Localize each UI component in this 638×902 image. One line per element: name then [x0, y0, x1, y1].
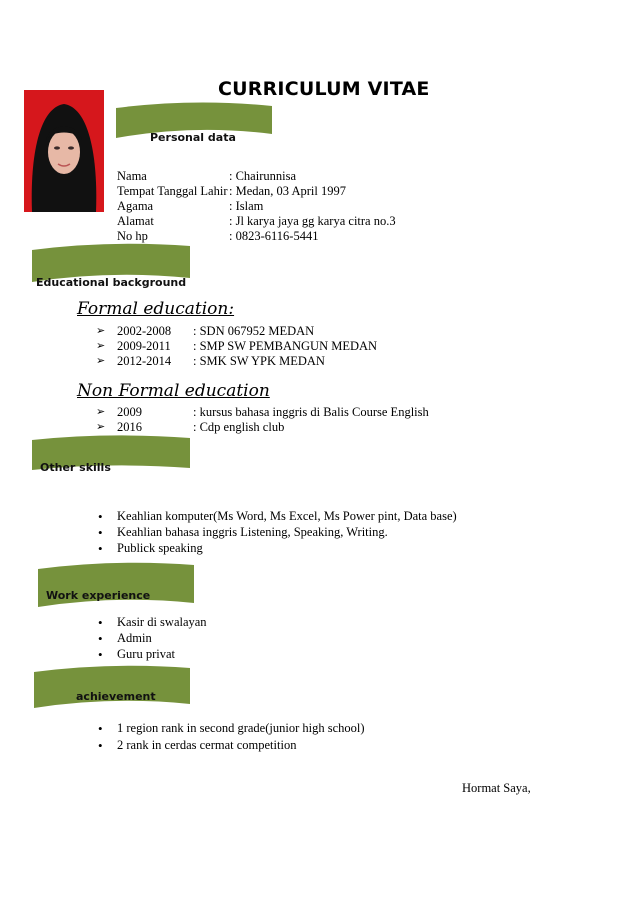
- bullet-dot-icon: •: [98, 509, 103, 524]
- personal-label: Alamat: [117, 214, 154, 228]
- formal-education-heading: Formal education:: [77, 299, 235, 319]
- education-year: 2002-2008: [117, 324, 172, 338]
- signoff: Hormat Saya,: [462, 781, 531, 795]
- personal-value: : 0823-6116-5441: [229, 229, 319, 243]
- skill-text: Keahlian komputer(Ms Word, Ms Excel, Ms Power pint, Data base): [117, 509, 457, 523]
- work-text: Guru privat: [117, 647, 175, 661]
- bullet-dot-icon: •: [98, 541, 103, 556]
- course-year: 2016: [117, 420, 142, 434]
- education-school: : SMK SW YPK MEDAN: [193, 354, 325, 368]
- course-name: : kursus bahasa inggris di Balis Course English: [193, 405, 429, 419]
- bullet-dot-icon: •: [98, 738, 103, 753]
- personal-row: [0, 199, 638, 214]
- banner-achievement: [32, 664, 192, 710]
- personal-label: Nama: [117, 169, 147, 183]
- education-year: 2009-2011: [117, 339, 171, 353]
- list-item: [0, 615, 638, 630]
- list-item: [0, 721, 638, 736]
- arrow-bullet-icon: ➢: [96, 324, 106, 337]
- personal-value: : Medan, 03 April 1997: [229, 184, 347, 198]
- nonformal-education-heading: Non Formal education: [77, 381, 270, 401]
- education-school: : SMP SW PEMBANGUN MEDAN: [193, 339, 378, 353]
- list-item: [0, 339, 638, 354]
- list-item: [0, 541, 638, 556]
- list-item: [0, 405, 638, 420]
- banner-achievement-label: [76, 691, 156, 696]
- personal-label: Tempat Tanggal Lahir: [117, 184, 228, 198]
- personal-value: : Chairunnisa: [229, 169, 297, 183]
- personal-value: : Jl karya jaya gg karya citra no.3: [229, 214, 396, 228]
- arrow-bullet-icon: ➢: [96, 420, 106, 433]
- education-school: : SDN 067952 MEDAN: [193, 324, 315, 338]
- personal-row: [0, 169, 638, 184]
- personal-value: : Islam: [229, 199, 264, 213]
- list-item: [0, 738, 638, 753]
- skill-text: Keahlian bahasa inggris Listening, Speaking, Writing.: [117, 525, 388, 539]
- course-year: 2009: [117, 405, 142, 419]
- personal-label: Agama: [117, 199, 154, 213]
- work-text: Admin: [117, 631, 152, 645]
- list-item: [0, 420, 638, 435]
- personal-label: No hp: [117, 229, 148, 243]
- page-title: CURRICULUM VITAE: [218, 78, 430, 100]
- arrow-bullet-icon: ➢: [96, 339, 106, 352]
- bullet-dot-icon: •: [98, 647, 103, 662]
- arrow-bullet-icon: ➢: [96, 354, 106, 367]
- work-text: Kasir di swalayan: [117, 615, 207, 629]
- bullet-dot-icon: •: [98, 525, 103, 540]
- skill-text: Publick speaking: [117, 541, 203, 555]
- personal-row: [0, 214, 638, 229]
- bullet-dot-icon: •: [98, 615, 103, 630]
- education-year: 2012-2014: [117, 354, 172, 368]
- course-name: : Cdp english club: [193, 420, 285, 434]
- personal-row: [0, 184, 638, 199]
- list-item: [0, 647, 638, 662]
- arrow-bullet-icon: ➢: [96, 405, 106, 418]
- achievement-text: 2 rank in cerdas cermat competition: [117, 738, 297, 752]
- banner-other-skills-label: Other skills: [40, 461, 111, 474]
- achievement-text: 1 region rank in second grade(junior high school): [117, 721, 365, 735]
- list-item: [0, 525, 638, 540]
- bullet-dot-icon: •: [98, 721, 103, 736]
- list-item: [0, 631, 638, 646]
- banner-personal-label: Personal data: [150, 131, 236, 144]
- bullet-dot-icon: •: [98, 631, 103, 646]
- banner-work-label: [46, 590, 150, 595]
- banner-education-label: Educational background: [36, 276, 187, 289]
- list-item: [0, 509, 638, 524]
- list-item: [0, 324, 638, 339]
- list-item: [0, 354, 638, 369]
